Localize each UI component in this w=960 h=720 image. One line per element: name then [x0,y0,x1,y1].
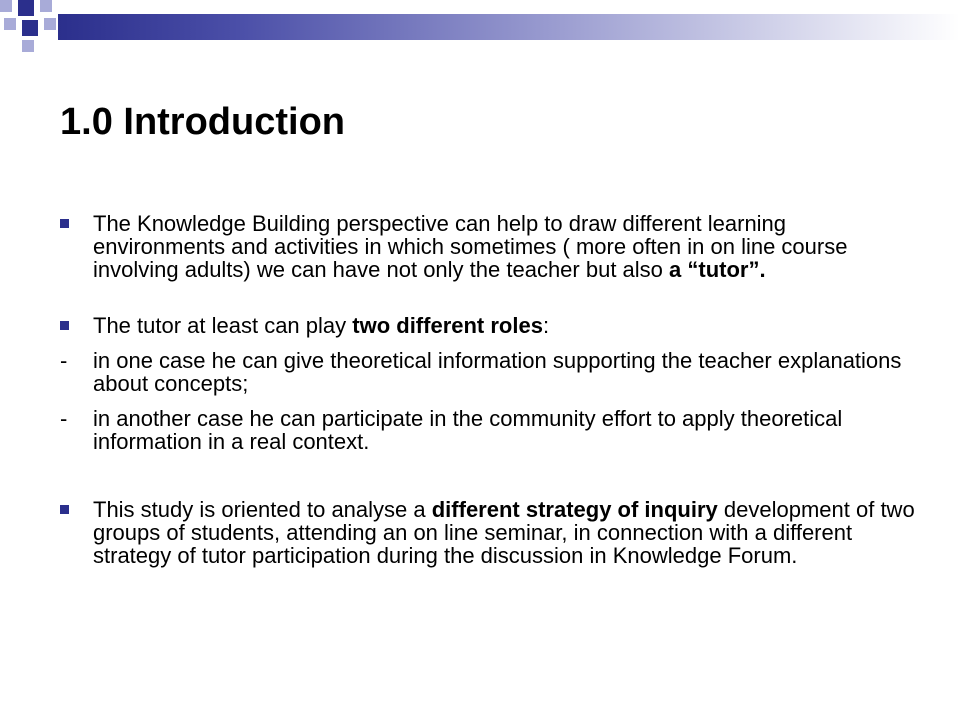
dash-paragraph [60,349,920,395]
paragraph-text: in one case he can give theoretical information supporting the teacher explanations about concepts; [93,348,902,396]
bullet-paragraph [60,314,920,337]
decor-square [22,40,34,52]
decor-square [22,20,38,36]
dash-marker: - [60,348,68,373]
dash-marker: - [60,406,68,431]
header-gradient-bar [58,14,960,40]
decor-square [18,0,34,16]
paragraph-text: in another case he can participate in the community effort to apply theoretical information in a real context. [93,406,843,454]
paragraph-text: This study is oriented to analyse a different strategy of inquiry development of two groups of students, attending an on line seminar, in connection with a different strategy of tutor participation during the discussion in Knowledge Forum. [93,497,915,568]
paragraph-text: The tutor at least can play two different roles: [93,313,550,338]
decor-square [40,0,52,12]
square-bullet-icon [60,219,69,228]
square-bullet-icon [60,505,69,514]
decor-square [44,18,56,30]
bullet-paragraph [60,498,920,567]
dash-paragraph [60,407,920,453]
decor-square [4,18,16,30]
paragraph-text: The Knowledge Building perspective can help to draw different learning environments and activities in which sometimes ( more often in on line course involving adults) we can have not only the teacher but also a “tutor”. [93,211,848,282]
square-bullet-icon [60,321,69,330]
bullet-paragraph [60,212,920,281]
decor-square [0,0,12,12]
slide-content [60,212,920,567]
slide-title: 1.0 Introduction [60,101,345,143]
